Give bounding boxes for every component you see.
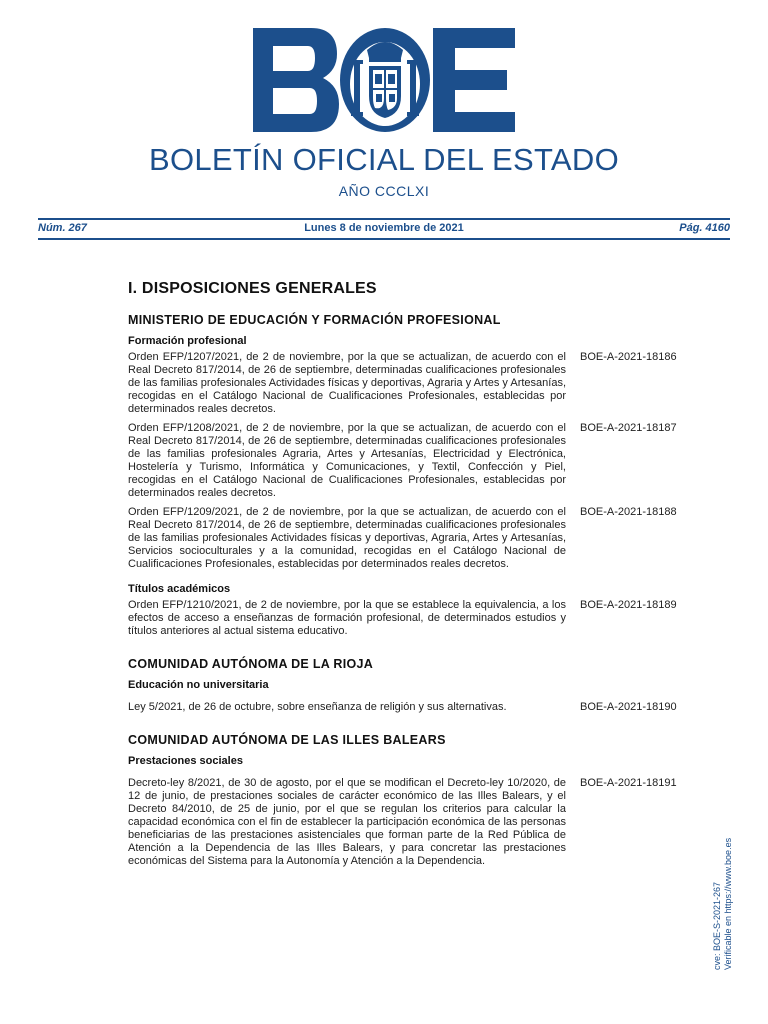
entry-code-link[interactable]: BOE-A-2021-18188	[580, 506, 677, 518]
logo-letter-b	[253, 28, 339, 132]
ministry-heading: COMUNIDAD AUTÓNOMA DE LA RIOJA	[128, 657, 374, 671]
ministry-heading: MINISTERIO DE EDUCACIÓN Y FORMACIÓN PROFESIONAL	[128, 313, 501, 327]
side-verification	[712, 838, 734, 970]
list-item	[128, 506, 690, 571]
entry-text: Orden EFP/1210/2021, de 2 de noviembre, por la que se establece la equivalencia, a los efectos de acceso a enseñanzas de formación profesional, de determinados estudios y títulos anteriores al actual sistema educativo.	[128, 599, 566, 637]
entry-text: Orden EFP/1208/2021, de 2 de noviembre, por la que se actualizan, de acuerdo con el Real Decreto 817/2014, de 26 de septiembre, determinadas cualificaciones profesionales de las familias profesionales Agraria, Artes y Artesanías, Electricidad y Electrónica, Hostelería y Turismo, Informática y Comunicaciones, y Textil, Confección y Piel, recogidas en el Catálogo Nacional de Cualificaciones Profesionales, establecidas por determinados reales decretos.	[128, 422, 566, 499]
header-rule-bottom	[38, 238, 730, 240]
entry-code-link[interactable]: BOE-A-2021-18190	[580, 701, 677, 713]
list-item	[128, 701, 690, 714]
entry-text: Orden EFP/1207/2021, de 2 de noviembre, por la que se actualizan, de acuerdo con el Real Decreto 817/2014, de 26 de septiembre, determinadas cualificaciones profesionales de las familias profesionales Actividades físicas y deportivas, Agraria y Artes y Artesanías, recogidas en el Catálogo Nacional de Cualificaciones Profesionales, establecidas por determinados reales decretos.	[128, 351, 566, 415]
masthead-year: AÑO CCCLXI	[338, 183, 430, 199]
ministry-heading: COMUNIDAD AUTÓNOMA DE LAS ILLES BALEARS	[128, 733, 446, 747]
entry-text: Decreto-ley 8/2021, de 30 de agosto, por el que se modifican el Decreto-ley 10/2020, de 12 de junio, de prestaciones sociales de carácter económico de las Illes Balears, y el Decreto 84/2010, de 25 de junio, por el que se regulan los criterios para calcular la capacidad económica con el fin de establecer la participación económica de las personas beneficiarias de las prestaciones asistenciales que forman parte de la Red Pública de Atención a la Dependencia de las Illes Balears, y para concretar las prestaciones económicas del Sistema para la Autonomía y Atención a la Dependencia.	[128, 777, 566, 867]
subject-heading: Educación no universitaria	[128, 679, 269, 691]
logo-letter-e	[433, 28, 515, 132]
subject-heading: Prestaciones sociales	[128, 755, 243, 767]
list-item	[128, 599, 690, 638]
list-item	[128, 351, 690, 416]
entry-code-link[interactable]: BOE-A-2021-18187	[580, 422, 677, 434]
list-item	[128, 422, 690, 500]
header-rule-top	[38, 218, 730, 220]
boe-logo	[253, 28, 515, 132]
subject-heading: Formación profesional	[128, 335, 247, 347]
entry-code-link[interactable]: BOE-A-2021-18186	[580, 351, 677, 363]
issue-number: Núm. 267	[38, 222, 87, 234]
issue-date: Lunes 8 de noviembre de 2021	[304, 222, 464, 234]
list-item	[128, 777, 690, 868]
cve-code: cve: BOE-S-2021-267	[712, 881, 722, 970]
section-title: I. DISPOSICIONES GENERALES	[128, 280, 377, 297]
subject-heading: Títulos académicos	[128, 583, 231, 595]
summary-content	[128, 280, 690, 874]
entry-text: Orden EFP/1209/2021, de 2 de noviembre, por la que se actualizan, de acuerdo con el Real Decreto 817/2014, de 26 de septiembre, determinadas cualificaciones profesionales de las familias profesionales Actividades físicas y deportivas, Agraria, Artes y Artesanías, Servicios socioculturales y a la comunidad, recogidas en el Catálogo Nacional de Cualificaciones Profesionales, establecidas por determinados reales decretos.	[128, 506, 566, 570]
entry-code-link[interactable]: BOE-A-2021-18191	[580, 777, 677, 789]
entry-code-link[interactable]: BOE-A-2021-18189	[580, 599, 677, 611]
verify-link[interactable]: Verificable en https://www.boe.es	[723, 837, 733, 970]
page-number: Pág. 4160	[679, 222, 730, 234]
masthead-title: BOLETÍN OFICIAL DEL ESTADO	[148, 142, 620, 177]
entry-text: Ley 5/2021, de 26 de octubre, sobre enseñanza de religión y sus alternativas.	[128, 701, 507, 713]
logo-coat-of-arms	[340, 28, 430, 132]
